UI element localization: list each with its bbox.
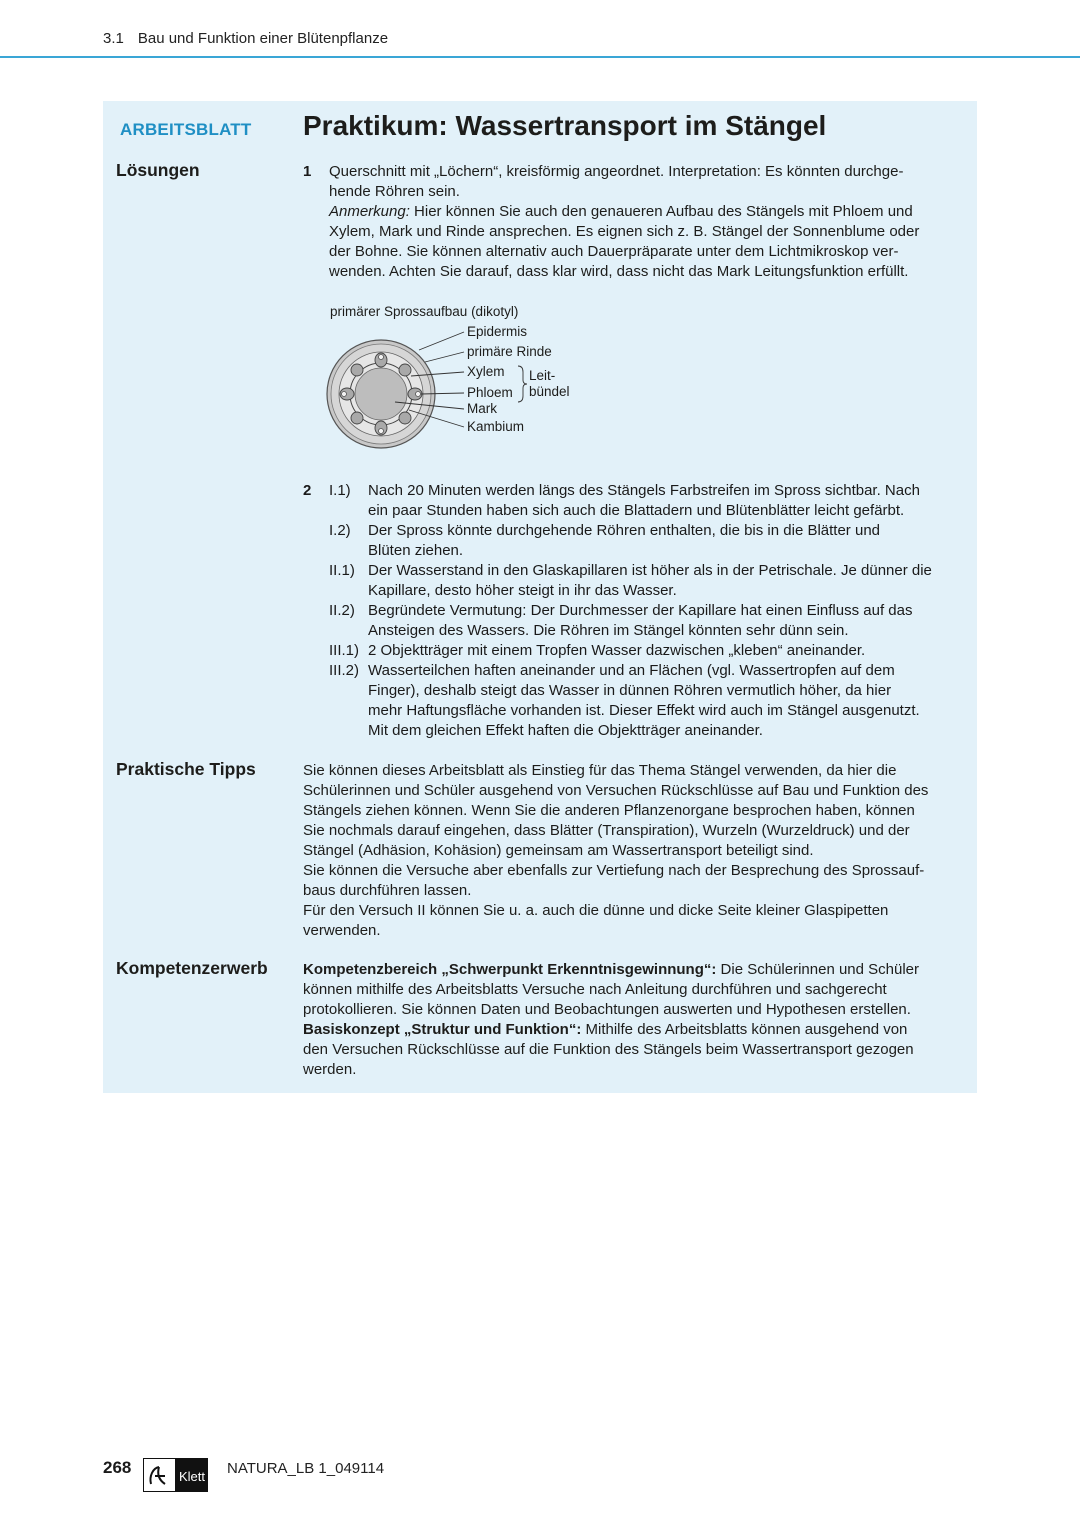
task1-note-line: wenden. Achten Sie darauf, dass klar wird, dass nicht das Mark Leitungsfunktion erfüllt. <box>329 263 909 280</box>
section-number: 3.1 <box>103 30 124 47</box>
item-text: Wasserteilchen haften aneinander und an Flächen (vgl. Wassertropfen auf dem Finger), deshalb steigt das Wasser in dünnen Röhren vermutlich höher, da hier mehr Haftungsfläche vorhanden ist. Dieser Effekt wird auch im Stängel ausgenutzt. Mit dem gleichen Effekt haften die Objektträger aneinander. <box>368 662 920 739</box>
item-label: III.1) <box>329 642 360 659</box>
item-label: I.2) <box>329 522 351 539</box>
note-label: Anmerkung: <box>329 203 410 220</box>
label-leitbuendel-1: Leit- <box>529 368 556 383</box>
label-xylem: Xylem <box>467 364 505 379</box>
page-number: 268 <box>103 1458 132 1477</box>
task2-item <box>329 641 944 661</box>
label-leitbuendel-2: bündel <box>529 384 570 399</box>
product-code: NATURA_LB 1_049114 <box>227 1460 385 1477</box>
loesungen-heading: Lösungen <box>116 160 200 180</box>
label-kambium: Kambium <box>467 419 525 434</box>
page-title: Praktikum: Wassertransport im Stängel <box>303 110 827 141</box>
label-phloem: Phloem <box>467 385 513 400</box>
basiskonzept-label: Basiskonzept „Struktur und Funktion“: <box>303 1021 582 1038</box>
task2-number: 2 <box>303 482 312 499</box>
running-header <box>103 30 388 47</box>
worksheet-label: ARBEITSBLATT <box>120 120 252 139</box>
label-epidermis: Epidermis <box>467 324 528 339</box>
label-mark: Mark <box>467 401 497 416</box>
item-label: II.2) <box>329 602 355 619</box>
label-primaere-rinde: primäre Rinde <box>467 344 552 359</box>
task1-note-line: Xylem, Mark und Rinde ansprechen. Es eignen sich z. B. Stängel der Sonnenblume oder <box>329 223 920 240</box>
kompetenz-heading: Kompetenzerwerb <box>116 958 268 978</box>
stem-cross-section-diagram <box>325 302 625 462</box>
item-label: III.2) <box>329 662 360 679</box>
task1-note-line: der Bohne. Sie können alternativ auch Dauerpräparate unter dem Lichtmikroskop ver- <box>329 243 899 260</box>
tipps-heading: Praktische Tipps <box>116 759 256 779</box>
kompetenz-text: Kompetenzbereich „Schwerpunkt Erkenntnisgewinnung“: Die Schülerinnen und Schüler können mithilfe des Arbeitsblatts Versuche nach Anleitung durchführen und sachgerecht protokollieren. Sie können Daten und Beobachtungen auswerten und Hypothesen erstellen. Basiskonzept „Struktur und Funktion“: Mithilfe des Arbeitsblatts können ausgehend von den Versuchen Rückschlüsse auf die Funktion des Stängels beim Wassertransport gezogen werden. <box>303 961 920 1078</box>
item-label: I.1) <box>329 482 351 499</box>
item-text: Nach 20 Minuten werden längs des Stängels Farbstreifen im Spross sichtbar. Nach ein paar Stunden haben sich auch die Blattadern und Blütenblätter leicht gefärbt. <box>368 482 920 519</box>
klett-logo-icon <box>143 1458 208 1492</box>
item-text: 2 Objektträger mit einem Tropfen Wasser dazwischen „kleben“ aneinander. <box>368 642 866 659</box>
publisher-name: Klett <box>178 1469 206 1484</box>
kompetenzbereich-label: Kompetenzbereich „Schwerpunkt Erkenntnisgewinnung“: <box>303 961 717 978</box>
tipps-text: Sie können dieses Arbeitsblatt als Einstieg für das Thema Stängel verwenden, da hier die Schülerinnen und Schüler ausgehend von Versuchen Rückschlüsse auf Bau und Funktion des Stängels ziehen können. Wenn Sie die anderen Pflanzenorgane besprochen haben, können Sie nochmals darauf eingehen, dass Blätter (Transpiration), Wurzeln (Wurzeldruck) und der Stängel (Adhäsion, Kohäsion) gemeinsam am Wassertransport beteiligt sind. Sie können die Versuche aber ebenfalls zur Vertiefung nach der Besprechung des Sprossauf- baus durchführen lassen. Für den Versuch II können Sie u. a. auch die dünne und dicke Seite kleiner Glaspipetten verwenden. <box>303 762 929 939</box>
task2-item <box>329 521 944 561</box>
task2-item <box>329 481 944 521</box>
task1-line: hende Röhren sein. <box>329 183 460 200</box>
item-text: Der Spross könnte durchgehende Röhren enthalten, die bis in die Blätter und Blüten ziehen. <box>368 522 880 559</box>
section-title: Bau und Funktion einer Blütenpflanze <box>137 30 389 47</box>
header-divider <box>0 56 1080 58</box>
task1-line: Querschnitt mit „Löchern“, kreisförmig angeordnet. Interpretation: Es könnten durchge- <box>329 163 904 180</box>
task1-note-line: Anmerkung: Hier können Sie auch den genaueren Aufbau des Stängels mit Phloem und <box>329 203 913 220</box>
item-text: Der Wasserstand in den Glaskapillaren ist höher als in der Petrischale. Je dünner die Kapillare, desto höher steigt in ihr das Wasser. <box>368 562 932 599</box>
task2-item <box>329 601 944 641</box>
item-label: II.1) <box>329 562 355 579</box>
task1-text <box>329 162 944 282</box>
diagram-caption: primärer Sprossaufbau (dikotyl) <box>330 304 519 319</box>
task2-item <box>329 561 944 601</box>
item-text: Begründete Vermutung: Der Durchmesser der Kapillare hat einen Einfluss auf das Ansteigen des Wassers. Die Röhren im Stängel könnten sehr dünn sein. <box>368 602 913 639</box>
task2-item <box>329 661 944 741</box>
task1-number: 1 <box>303 163 312 180</box>
klett-logo <box>143 1458 208 1492</box>
